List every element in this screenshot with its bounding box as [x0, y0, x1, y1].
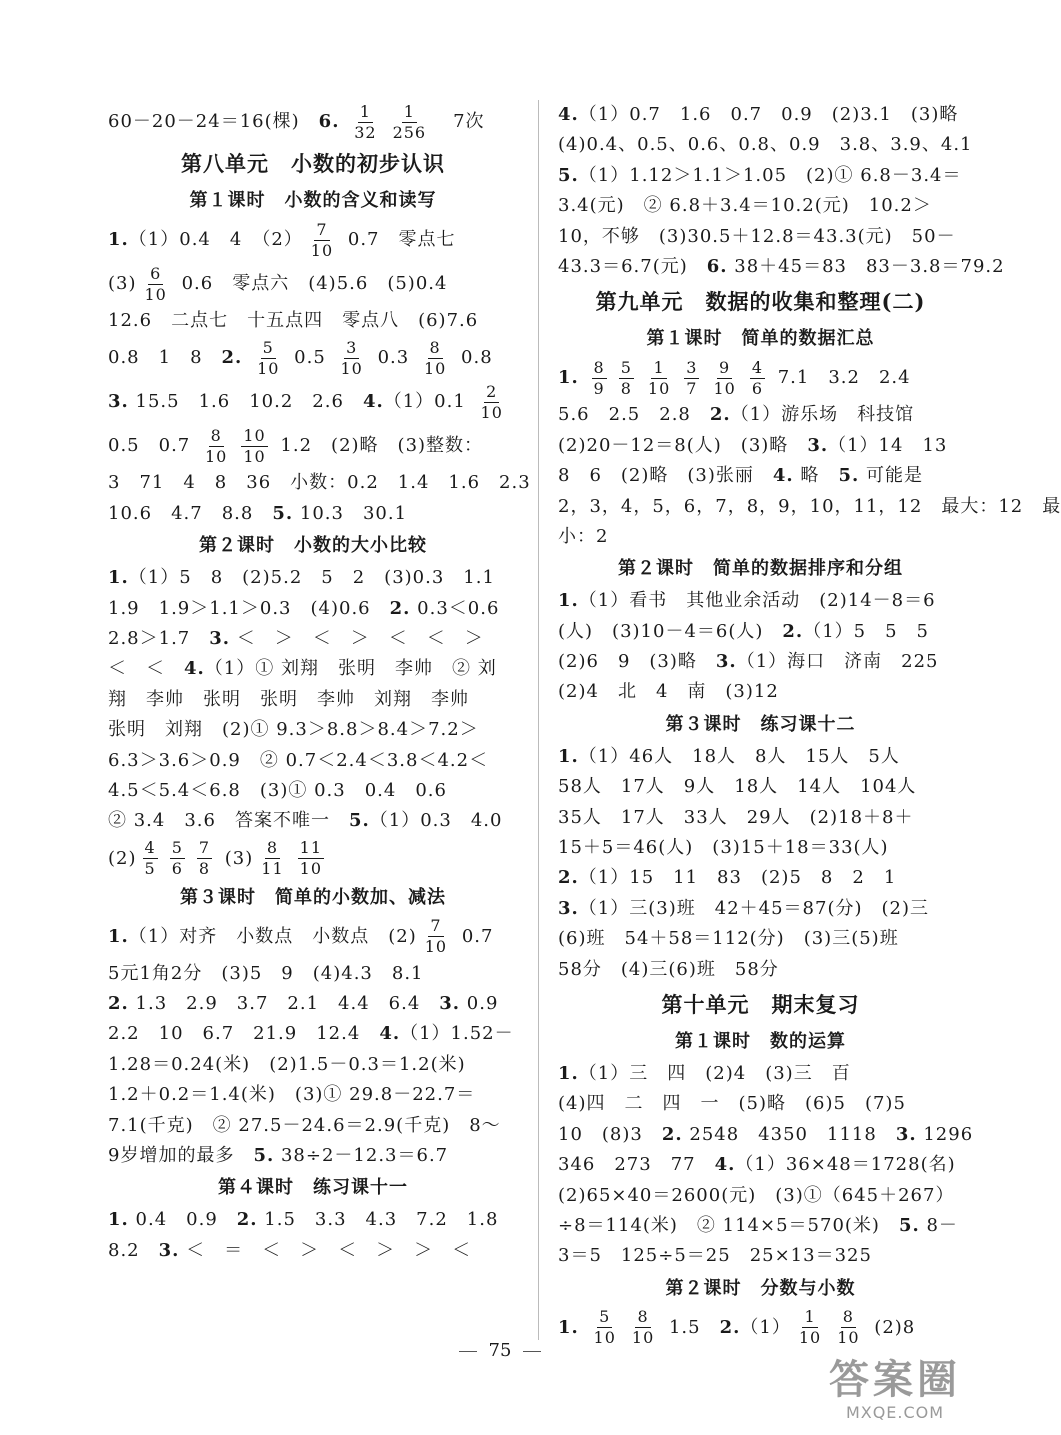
answer-text: 58分 (4)三(6)班 58分: [558, 958, 779, 980]
answer-text: 3＝5 125÷5＝25 25×13＝325: [558, 1245, 872, 1267]
fraction: [422, 337, 448, 378]
answer-line: [558, 742, 963, 772]
fraction-numerator: 8: [637, 1307, 649, 1327]
answer-line: [558, 1181, 963, 1211]
question-number: 3.: [108, 391, 129, 413]
fraction-denominator: 5: [144, 859, 156, 879]
answer-text: ＜ ＝ ＜ ＞ ＜ ＞ ＞ ＜: [179, 1239, 472, 1261]
lesson-heading: 第４课时 练习课十一: [218, 1177, 408, 1199]
fraction-denominator: 10: [310, 240, 334, 260]
answer-text: 0.5 0.7: [108, 435, 197, 457]
answer-text: 3.4(元) ② 6.8＋3.4＝10.2(元) 10.2＞: [558, 195, 932, 217]
fraction: [309, 219, 335, 260]
answer-text: 2.2 10 6.7 21.9 12.4: [108, 1023, 380, 1045]
answer-line: [108, 1050, 518, 1080]
fraction-denominator: 10: [593, 1328, 616, 1348]
answer-text: 60－20－24＝16(棵): [108, 111, 319, 132]
answer-text: 0.9: [460, 993, 499, 1015]
question-number: 3.: [558, 897, 579, 919]
question-number: 5.: [838, 465, 860, 487]
answer-text: 2.8＞1.7: [108, 627, 210, 649]
answer-line: [108, 654, 518, 684]
answer-line: [108, 915, 518, 959]
answer-text: 1.5: [662, 1316, 720, 1338]
question-number: 4.: [714, 1154, 736, 1176]
answer-line: [108, 424, 518, 468]
fraction: [684, 357, 699, 398]
answer-text: 0.8: [454, 347, 493, 369]
fraction-numerator: 3: [686, 357, 698, 377]
answer-text: 43.3＝6.7(元): [558, 255, 707, 277]
answer-text: 0.8 1 8: [108, 347, 222, 369]
answer-line: [558, 924, 963, 954]
answer-text: 8－: [919, 1214, 958, 1236]
answer-line: [558, 492, 1061, 522]
fraction: [646, 357, 672, 398]
answer-line: [108, 218, 518, 262]
answer-line: [558, 1059, 963, 1089]
question-number: 1.: [558, 745, 579, 767]
fraction: [711, 357, 737, 398]
answer-text: 1.9 1.9＞1.1＞0.3 (4)0.6: [108, 597, 390, 619]
answer-text: （1）海口 济南 225: [736, 651, 939, 673]
answer-text: ② 3.4 3.6 答案不唯一: [108, 810, 349, 832]
answer-line: [108, 746, 518, 776]
fraction-denominator: 10: [144, 284, 167, 304]
answer-text: 小：2: [558, 525, 609, 547]
fraction-denominator: 6: [171, 859, 183, 879]
answer-line: [108, 594, 518, 624]
fraction-numerator: 8: [842, 1307, 854, 1327]
answer-line: [558, 677, 963, 707]
question-number: 1.: [108, 1209, 129, 1231]
answer-line: [558, 772, 963, 802]
answer-text: (2)65×40＝2600(元) (3)①（645＋267）: [558, 1184, 955, 1206]
question-number: 5.: [272, 502, 294, 524]
answer-text: 4.5＜5.4＜6.8 (3)① 0.3 0.4 0.6: [108, 779, 447, 801]
answer-line: [108, 685, 518, 715]
watermark-url: MXQE.COM: [845, 1403, 945, 1422]
question-number: 4.: [184, 658, 205, 680]
fraction-numerator: 3: [346, 337, 358, 357]
fraction: [203, 425, 229, 466]
answer-text: 10，不够 (3)30.5＋12.8＝43.3(元) 50－: [558, 225, 956, 247]
fraction-denominator: 256: [392, 122, 427, 142]
answer-line: [108, 989, 518, 1019]
answer-line: [108, 100, 518, 144]
fraction-numerator: 7: [198, 838, 211, 858]
watermark-logo-text: 答案圈: [829, 1357, 961, 1403]
question-number: 5.: [898, 1214, 920, 1236]
answer-text: 略: [793, 465, 839, 487]
fraction: [255, 337, 281, 378]
answer-text: （1）0.3 4.0: [369, 810, 503, 832]
fraction-numerator: 11: [299, 838, 322, 858]
fraction-denominator: 10: [837, 1328, 860, 1348]
fraction: [339, 337, 365, 378]
answer-text: （1）看书 其他业余活动 (2)14－8＝6: [578, 590, 936, 612]
question-number: 1.: [558, 1316, 579, 1338]
lesson-heading: 第２课时 简单的数据排序和分组: [618, 558, 903, 580]
answer-text: (4)0.4、0.5、0.6、0.8、0.9 3.8、3.9、4.1: [558, 134, 973, 156]
unit-heading: 第九单元 数据的收集和整理(二): [595, 289, 926, 315]
answer-text: 0.6 零点六 (4)5.6 (5)0.4: [174, 273, 448, 294]
answer-text: 9岁增加的最多: [108, 1145, 254, 1167]
answer-text: （1）三(3)班 42＋45＝87(分) (2)三: [578, 897, 929, 919]
question-number: 2.: [709, 404, 731, 426]
question-number: 2.: [236, 1209, 258, 1231]
question-number: 3.: [715, 651, 737, 673]
answer-text: 1.3 2.9 3.7 2.1 4.4 6.4: [128, 993, 440, 1015]
fraction: [352, 101, 378, 142]
answer-text: (3): [218, 847, 254, 869]
question-number: 1.: [558, 590, 579, 612]
answer-line: [558, 100, 963, 130]
fraction: [592, 357, 607, 398]
answer-text: [242, 347, 249, 368]
fraction-numerator: 8: [210, 425, 222, 445]
answer-text: 346 273 77: [558, 1154, 715, 1176]
question-number: 4.: [362, 391, 384, 413]
answer-text: （1）14 13: [828, 434, 948, 456]
fraction: [298, 840, 324, 877]
answer-text: 2548 4350 1118: [682, 1123, 896, 1145]
fraction-numerator: 8: [593, 357, 605, 377]
answer-line: [558, 1089, 963, 1119]
answer-text: （1）5 8 (2)5.2 5 2 (3)0.3 1.1: [128, 567, 495, 589]
question-number: 2.: [108, 993, 129, 1015]
answer-text: 翔 李帅 张明 张明 李帅 刘翔 李帅: [108, 688, 469, 710]
fraction-denominator: 10: [480, 402, 503, 422]
page-number: 75: [0, 1340, 1000, 1361]
question-number: 4.: [558, 104, 579, 125]
question-number: 3.: [807, 434, 829, 456]
fraction: [619, 357, 634, 398]
fraction-numerator: 10: [243, 425, 266, 445]
answer-text: (2)4 北 4 南 (3)12: [558, 681, 779, 703]
answer-line: [558, 647, 963, 677]
answer-line: [108, 499, 518, 529]
answer-line: [108, 1080, 518, 1110]
fraction: [170, 840, 185, 877]
answer-line: [558, 522, 963, 552]
answer-text: 5.6 2.5 2.8: [558, 404, 710, 426]
question-number: 4.: [379, 1023, 401, 1045]
question-number: 2.: [661, 1123, 683, 1145]
answer-text: (2)20－12＝8(人) (3)略: [558, 434, 808, 456]
answer-line: [558, 863, 963, 893]
fraction: [241, 425, 267, 466]
question-number: 1.: [108, 229, 129, 250]
question-number: 6.: [318, 111, 340, 132]
answer-text: [579, 1317, 586, 1338]
fraction-numerator: 1: [359, 101, 371, 121]
answer-line: [558, 1211, 963, 1241]
fraction-denominator: 10: [424, 937, 448, 957]
fraction-numerator: 4: [751, 357, 763, 377]
fraction-denominator: 10: [299, 859, 322, 879]
answer-line: [108, 306, 518, 336]
fraction-denominator: 10: [423, 358, 447, 378]
question-number: 2.: [221, 347, 243, 369]
answer-text: 0.3＜0.6: [410, 597, 500, 619]
question-number: 3.: [209, 627, 231, 649]
answer-text: （1）15 11 83 (2)5 8 2 1: [578, 867, 897, 889]
right-column: [558, 100, 1061, 1350]
fraction-numerator: 1: [804, 1307, 816, 1327]
answer-text: （1）36×48＝1728(名): [735, 1154, 956, 1176]
fraction-denominator: 7: [686, 378, 698, 398]
answer-text: 10.3 30.1: [293, 502, 408, 524]
question-number: 4.: [772, 465, 794, 487]
fraction: [143, 840, 158, 877]
fraction-numerator: 8: [266, 838, 279, 858]
answer-line: [558, 461, 963, 491]
fraction: [197, 840, 212, 877]
answer-text: 2，3，4，5，6，7，8，9，10，11，12 最大：12 最: [558, 495, 1061, 517]
fraction-denominator: 10: [204, 446, 228, 466]
answer-text: (人) (3)10－4＝6(人): [558, 620, 783, 642]
unit-heading: 第八单元 小数的初步认识: [181, 151, 445, 176]
answer-text: (2): [108, 847, 137, 869]
answer-text: 0.3: [370, 347, 416, 369]
fraction-numerator: 2: [486, 381, 498, 401]
answer-line: [558, 191, 963, 221]
fraction-numerator: 5: [599, 1307, 611, 1327]
watermark-logo: [810, 1357, 980, 1427]
fraction: [423, 918, 449, 955]
fraction-denominator: 10: [243, 446, 266, 466]
question-number: 5.: [253, 1145, 275, 1167]
fraction-denominator: 10: [647, 378, 671, 398]
answer-text: (2)6 9 (3)略: [558, 651, 716, 673]
lesson-heading: 第１课时 数的运算: [675, 1030, 846, 1052]
answer-text: (6)班 54＋58＝112(分) (3)三(5)班: [558, 928, 899, 950]
answer-text: 15＋5＝46(人) (3)15＋18＝33(人): [558, 837, 889, 859]
fraction-numerator: 9: [719, 357, 731, 377]
unit-heading: 第十单元 期末复习: [661, 991, 860, 1017]
answer-text: 38÷2－12.3＝6.7: [274, 1145, 449, 1167]
answer-line: [558, 356, 963, 400]
answer-text: 8 6 (2)略 (3)张丽: [558, 465, 773, 487]
answer-text: 1.28＝0.24(米) (2)1.5－0.3＝1.2(米): [108, 1053, 466, 1075]
question-number: 2.: [558, 867, 579, 889]
fraction-denominator: 10: [631, 1328, 655, 1348]
answer-line: [558, 431, 963, 461]
answer-text: 1296: [916, 1123, 974, 1145]
answer-text: 张明 刘翔 (2)① 9.3＞8.8＞8.4＞7.2＞: [108, 719, 479, 741]
answer-line: [108, 1111, 518, 1141]
fraction-denominator: 10: [340, 358, 363, 378]
answer-text: 0.4 0.9: [128, 1209, 237, 1231]
fraction-denominator: 10: [713, 378, 736, 398]
answer-line: [108, 806, 518, 836]
question-number: 3.: [895, 1123, 917, 1145]
answer-text: 可能是: [859, 465, 923, 487]
fraction: [259, 840, 285, 877]
lesson-heading: 第１课时 简单的数据汇总: [646, 328, 875, 350]
lesson-heading: 第１课时 小数的含义和读写: [189, 190, 437, 211]
answer-line: [108, 715, 518, 745]
answer-text: 5元1角2分 (3)5 9 (4)4.3 8.1: [108, 962, 424, 984]
answer-line: [108, 468, 531, 498]
fraction-denominator: 32: [354, 122, 377, 142]
answer-line: [558, 894, 963, 924]
answer-text: 1.2 (2)略 (3)整数：: [273, 435, 484, 457]
answer-text: [339, 111, 346, 132]
answer-text: 15.5 1.6 10.2 2.6: [128, 391, 363, 413]
fraction-numerator: 5: [171, 838, 183, 858]
answer-text: 7次: [434, 111, 485, 132]
question-number: 2.: [782, 620, 804, 642]
answer-line: [558, 400, 963, 430]
answer-text: 0.7: [455, 925, 494, 947]
answer-line: [558, 1120, 974, 1150]
fraction: [479, 381, 505, 422]
answer-text: （1）0.7 1.6 0.7 0.9 (2)3.1 (3)略: [578, 104, 959, 125]
fraction-numerator: 8: [429, 337, 441, 357]
answer-line: [108, 1141, 518, 1171]
answer-text: 7.1(千克) ② 27.5－24.6＝2.9(千克) 8～: [108, 1114, 501, 1136]
answer-text: 1.5 3.3 4.3 7.2 1.8: [257, 1209, 499, 1231]
fraction: [143, 263, 169, 304]
left-column: [108, 100, 531, 1266]
answer-text: （1）5 5 5: [803, 620, 930, 642]
answer-text: ＜ ＞ ＜ ＞ ＜ ＜ ＞: [230, 627, 484, 649]
fraction-numerator: 1: [653, 357, 665, 377]
answer-line: [558, 130, 973, 160]
answer-line: [558, 161, 963, 191]
answer-text: (4)四 二 四 一 (5)略 (6)5 (7)5: [558, 1093, 906, 1115]
answer-line: [108, 262, 518, 306]
answer-text: 58人 17人 9人 18人 14人 104人: [558, 776, 917, 798]
answer-text: 0.5: [287, 347, 333, 369]
answer-text: (3): [108, 273, 137, 294]
answer-text: ＜ ＜: [108, 658, 184, 680]
fraction-denominator: 9: [593, 378, 605, 398]
answer-line: [108, 563, 518, 593]
answer-line: [108, 1205, 518, 1235]
fraction-numerator: 6: [150, 263, 162, 283]
answer-text: （1）① 刘翔 张明 李帅 ② 刘: [204, 658, 497, 680]
answer-text: ÷8＝114(米) ② 114×5＝570(米): [558, 1214, 899, 1236]
question-number: 1.: [558, 1062, 579, 1084]
answer-line: [558, 955, 963, 985]
answer-text: （1）0.4 4 （2）: [128, 229, 303, 250]
answer-line: [558, 222, 963, 252]
answer-text: 12.6 二点七 十五点四 零点八 (6)7.6: [108, 310, 479, 331]
fraction-denominator: 8: [198, 859, 211, 879]
answer-line: [108, 380, 518, 424]
fraction-numerator: 7: [430, 916, 442, 936]
fraction-denominator: 8: [620, 378, 632, 398]
answer-line: [108, 1236, 518, 1266]
fraction-numerator: 5: [262, 337, 274, 357]
column-divider: [538, 100, 539, 1340]
question-number: 5.: [348, 810, 370, 832]
question-number: 1.: [108, 925, 129, 947]
fraction: [391, 101, 429, 142]
fraction-numerator: 1: [403, 101, 415, 121]
answer-text: （1）三 四 (2)4 (3)三 百: [578, 1062, 851, 1084]
answer-line: [558, 1241, 963, 1271]
fraction-numerator: 5: [620, 357, 632, 377]
question-number: 3.: [439, 993, 461, 1015]
answer-text: （1）46人 18人 8人 15人 5人: [578, 745, 900, 767]
lesson-heading: 第２课时 小数的大小比较: [199, 535, 427, 557]
answer-text: 6.3＞3.6＞0.9 ② 0.7＜2.4＜3.8＜4.2＜: [108, 749, 489, 771]
answer-text: （1）1.52－: [400, 1023, 514, 1045]
answer-text: 38＋45＝83 83－3.8＝79.2: [727, 255, 1005, 277]
answer-line: [558, 252, 1005, 282]
answer-line: [558, 617, 963, 647]
answer-text: 35人 17人 33人 29人 (2)18＋8＋: [558, 806, 914, 828]
answer-text: 10.6 4.7 8.8: [108, 502, 273, 524]
question-number: 2.: [389, 597, 411, 619]
question-number: 1.: [108, 567, 129, 589]
answer-line: [558, 803, 963, 833]
answer-text: 0.7 零点七: [341, 229, 456, 250]
fraction-denominator: 10: [798, 1328, 822, 1348]
answer-text: 1.2＋0.2＝1.4(米) (3)① 29.8－22.7＝: [108, 1084, 476, 1106]
fraction-denominator: 10: [257, 358, 280, 378]
question-number: 3.: [158, 1239, 180, 1261]
answer-text: （1）对齐 小数点 小数点 (2): [128, 925, 417, 947]
answer-line: [108, 624, 518, 654]
fraction-denominator: 11: [261, 859, 284, 879]
answer-line: [558, 1150, 963, 1180]
answer-text: 8.2: [108, 1239, 159, 1261]
answer-line: [558, 833, 963, 863]
fraction-numerator: 7: [316, 219, 328, 239]
answer-text: （1）游乐场 科技馆: [730, 404, 915, 426]
answer-text: 3 71 4 8 36 小数：0.2 1.4 1.6 2.3: [108, 472, 531, 494]
question-number: 5.: [558, 164, 579, 186]
answer-line: [108, 959, 518, 989]
fraction-numerator: 4: [144, 838, 156, 858]
lesson-heading: 第３课时 练习课十二: [665, 713, 856, 735]
answer-line: [108, 837, 518, 881]
lesson-heading: 第３课时 简单的小数加、减法: [180, 886, 446, 908]
answer-text: 10 (8)3: [558, 1123, 662, 1145]
answer-text: （1）0.1: [383, 391, 473, 413]
question-number: 1.: [558, 367, 579, 389]
answer-line: [108, 336, 518, 380]
answer-line: [558, 586, 963, 616]
answer-text: (2)8: [867, 1316, 916, 1338]
answer-text: （1）: [740, 1316, 791, 1338]
answer-text: 7.1 3.2 2.4: [771, 367, 911, 389]
lesson-heading: 第２课时 分数与小数: [665, 1277, 856, 1299]
fraction-denominator: 6: [751, 378, 763, 398]
fraction: [750, 357, 765, 398]
answer-line: [108, 1019, 518, 1049]
answer-text: [579, 367, 586, 388]
answer-line: [108, 776, 518, 806]
question-number: 6.: [706, 255, 728, 277]
question-number: 2.: [719, 1316, 741, 1338]
answer-text: （1）1.12＞1.1＞1.05 (2)① 6.8－3.4＝: [578, 164, 962, 186]
